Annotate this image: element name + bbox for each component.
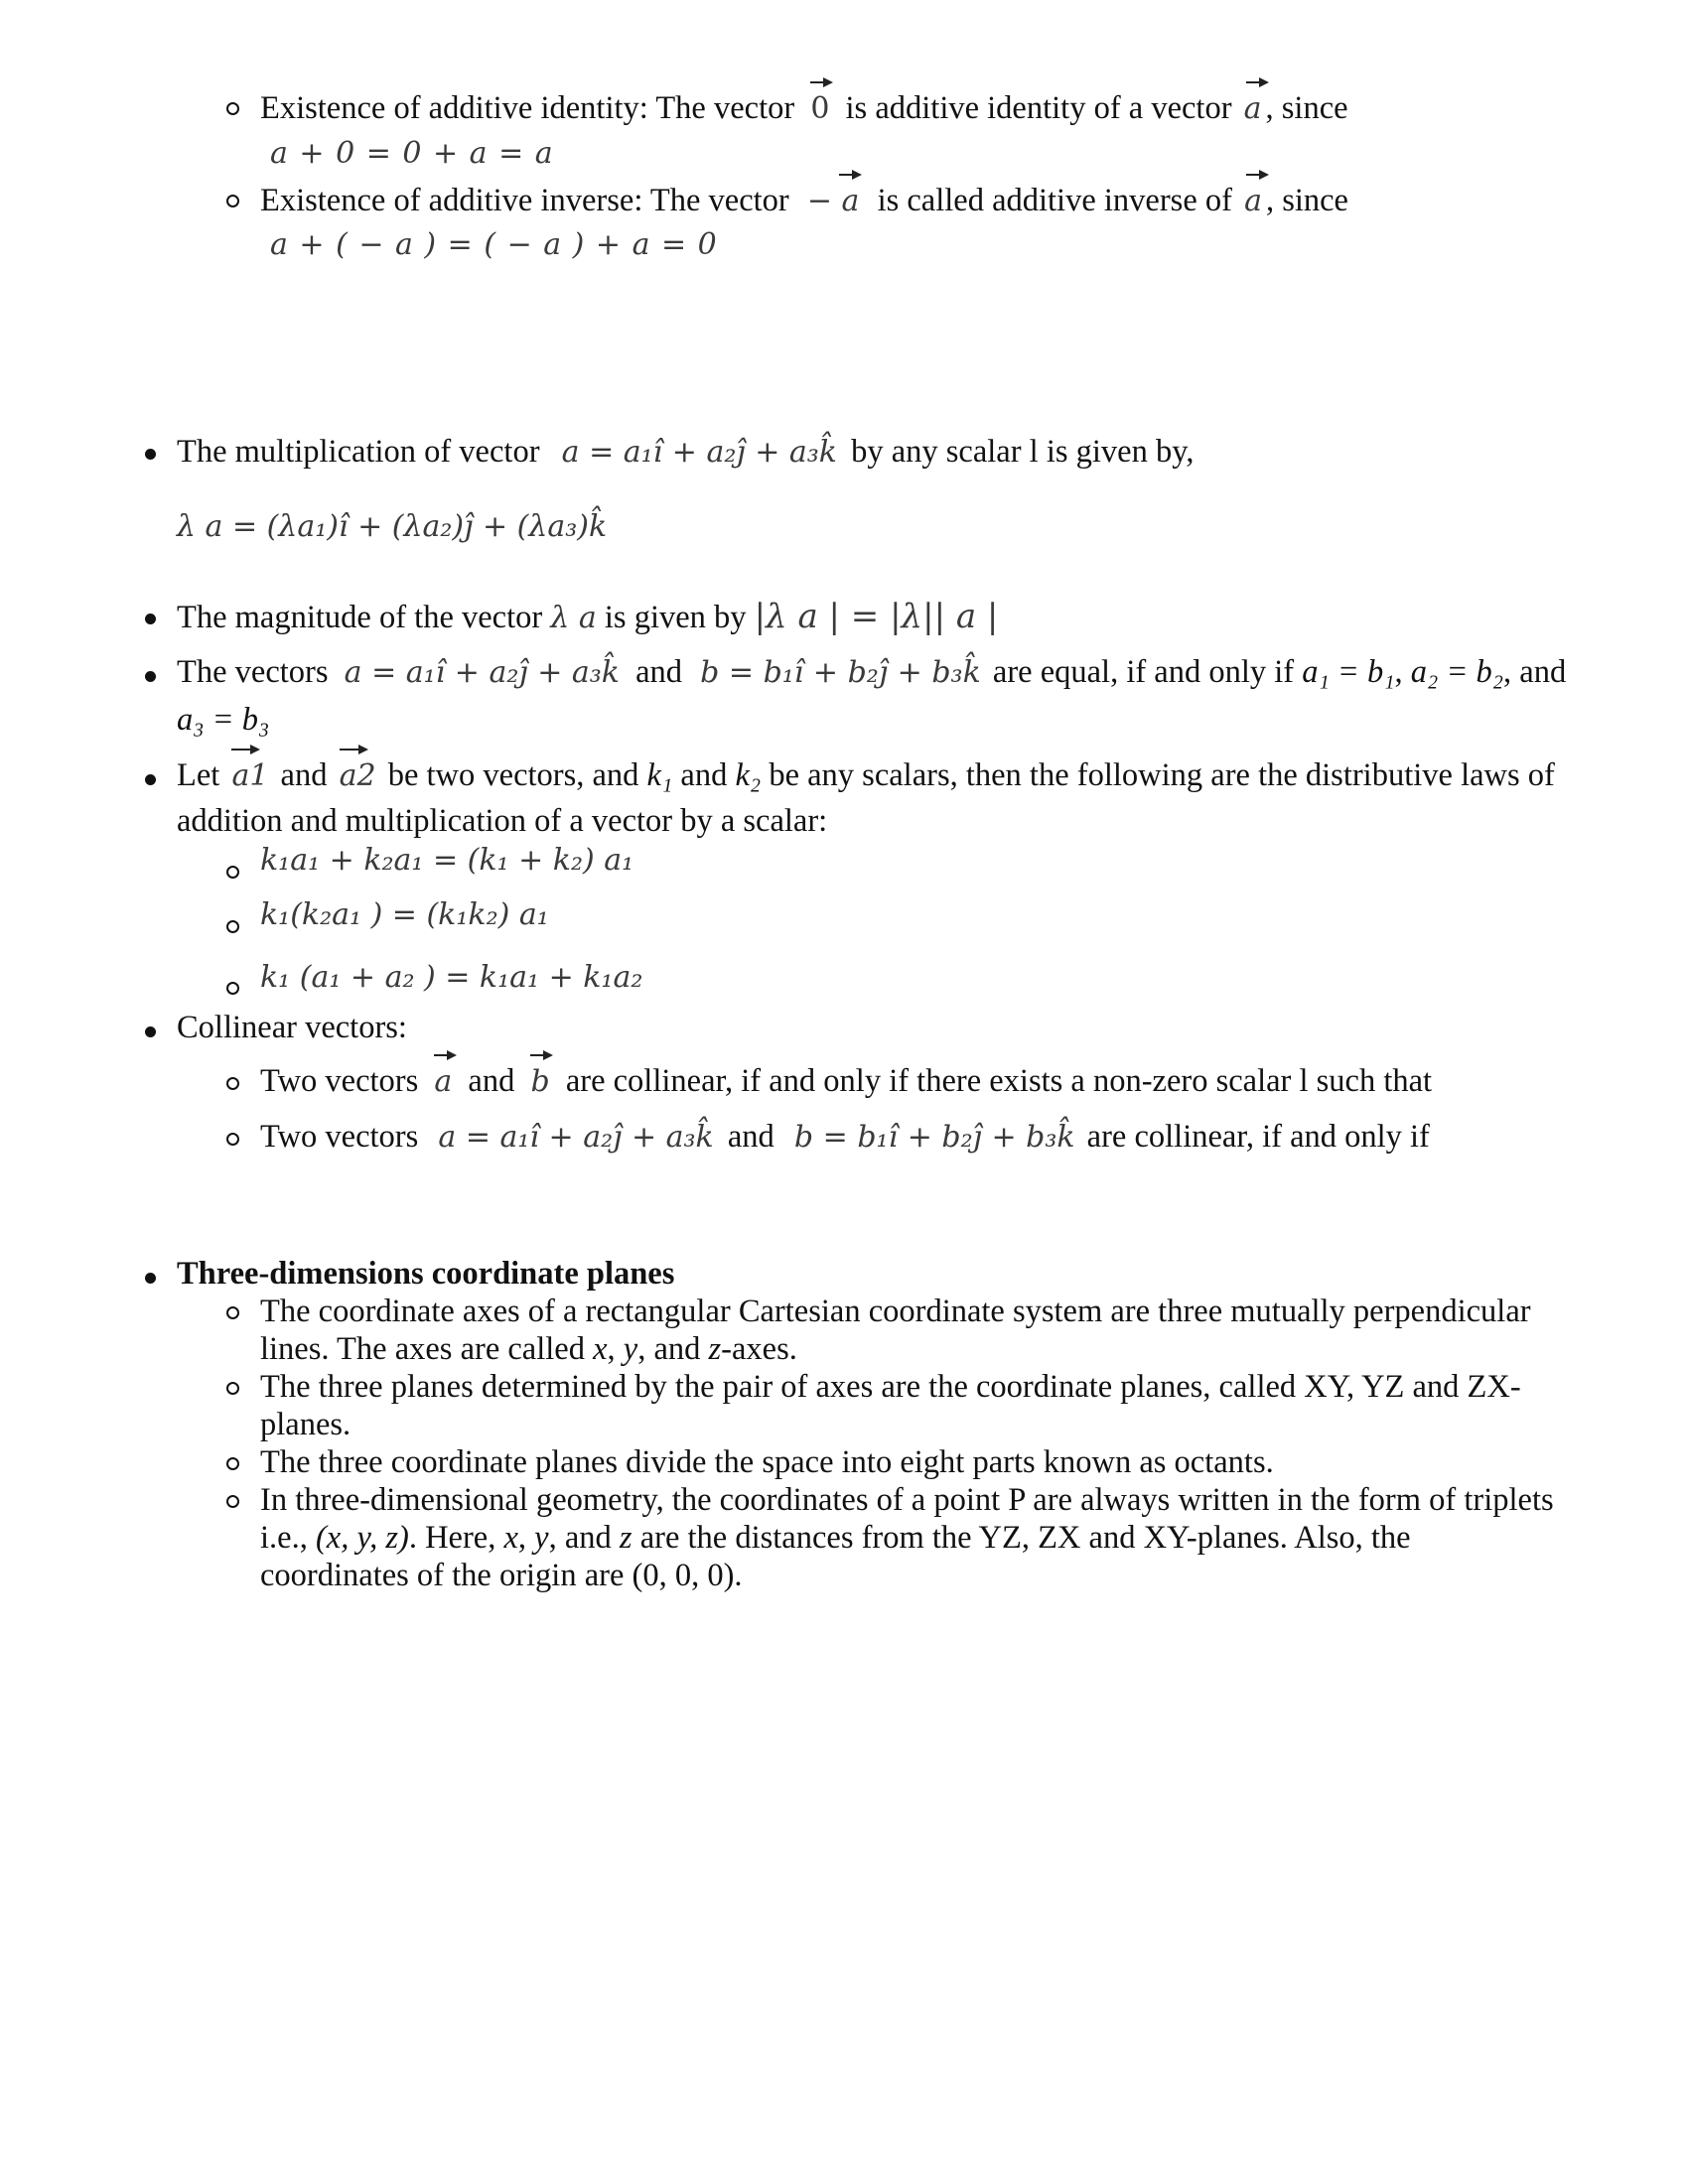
text: are collinear, if and only if there exists a non-zero scalar l such that <box>565 1063 1433 1099</box>
scalar-k2: k₂ <box>735 757 762 793</box>
text: -axes. <box>721 1331 797 1367</box>
distributive-law-1: k₁a₁ + k₂a₁ = (k₁ + k₂) a₁ <box>260 843 634 878</box>
neg-vector-a: − a <box>807 184 860 218</box>
condition: a₁ = b₁ <box>1302 654 1395 690</box>
condition: a₂ = b₂ <box>1410 654 1504 690</box>
axis-z: z <box>708 1331 722 1367</box>
vector-a2: a2 <box>339 758 376 793</box>
magnitude-line <box>177 599 998 636</box>
bullet-sub <box>226 1457 239 1470</box>
three-d-list <box>260 1293 1611 1594</box>
bullet-sub <box>226 866 239 879</box>
text: are the distances from the YZ, ZX and XY-planes. Also, the <box>639 1520 1411 1556</box>
text: and <box>468 1063 515 1099</box>
text: planes. <box>260 1407 352 1442</box>
vector-b: b <box>530 1064 550 1099</box>
text: Let <box>177 757 220 793</box>
collinear-line-1 <box>260 1064 1432 1100</box>
triplet: (x, y, z) <box>315 1520 409 1556</box>
list-item <box>260 1481 1611 1594</box>
text: be any scalars, then the following are the distributive laws of <box>769 757 1555 793</box>
condition: a₃ = b₃ <box>177 702 270 738</box>
bullet <box>145 671 156 682</box>
vector-a-components: a = a₁î + a₂ĵ + a₃k̂ <box>344 655 620 690</box>
three-d-heading: Three-dimensions coordinate planes <box>177 1256 675 1292</box>
bullet-sub <box>226 920 239 933</box>
additive-identity-line <box>260 91 1348 127</box>
zero-vector: 0 <box>810 91 829 126</box>
text: , and <box>637 1331 701 1367</box>
bullet <box>145 774 156 785</box>
text: The three planes determined by the pair of axes are the coordinate planes, called XY, YZ and ZX- <box>260 1369 1521 1405</box>
vector-b-components: b = b₁î + b₂ĵ + b₃k̂ <box>793 1120 1075 1155</box>
text: and <box>727 1119 774 1155</box>
text: and <box>635 654 683 690</box>
text: Two vectors <box>260 1063 419 1099</box>
additive-inverse-line <box>260 184 1348 219</box>
bullet <box>145 614 156 624</box>
text: The magnitude of the vector <box>177 600 543 635</box>
lambda-a: λ a <box>550 601 597 635</box>
axis-x: x <box>503 1520 518 1556</box>
vector-a: a <box>1244 91 1262 126</box>
text: is given by <box>604 600 747 635</box>
text: lines. The axes are called <box>260 1331 585 1367</box>
text: is called additive inverse of <box>877 183 1232 218</box>
bullet-sub <box>226 102 239 115</box>
equal-vectors-line: The vectors a = a₁î + a₂ĵ + a₃k̂ and b = b₁î + b₂ĵ + b₃k̂ are equal, if and only if a₁ = b₁, a₂ = b₂, and <box>177 654 1567 690</box>
bullet-sub <box>226 1306 239 1319</box>
text: are equal, if and only if <box>992 654 1295 690</box>
distributive-line-2: addition and multiplication of a vector by a scalar: <box>177 803 828 839</box>
bullet <box>145 1026 156 1037</box>
vector-b <box>530 1064 549 1099</box>
text: i.e., <box>260 1520 308 1556</box>
bullet-sub <box>226 1077 239 1090</box>
text: and <box>680 757 728 793</box>
text: , since <box>1265 183 1348 218</box>
text: , and <box>1503 654 1567 690</box>
vector-a2 <box>340 758 376 793</box>
text: The three coordinate planes divide the space into eight parts known as octants. <box>260 1444 1274 1480</box>
list-item <box>260 1293 1611 1368</box>
text: be two vectors, and <box>387 757 639 793</box>
scalar-mult-line <box>177 435 1194 471</box>
text: , since <box>1265 90 1348 126</box>
vector-a: a <box>434 1064 453 1099</box>
bullet-sub <box>226 195 239 207</box>
text: by any scalar l is given by, <box>851 434 1195 470</box>
distributive-law-3: k₁ (a₁ + a₂ ) = k₁a₁ + k₁a₂ <box>260 960 643 995</box>
text: coordinates of the origin are (0, 0, 0). <box>260 1558 743 1593</box>
text: Existence of additive identity: The vector <box>260 90 795 126</box>
additive-inverse-equation: a + ( − a ) = ( − a ) + a = 0 <box>270 227 718 262</box>
vector-a1: a1 <box>231 758 269 793</box>
bullet-sub <box>226 1382 239 1395</box>
scalar-k1: k₁ <box>646 757 673 793</box>
vector-a-components: a = a₁î + a₂ĵ + a₃k̂ <box>438 1120 714 1155</box>
bullet-sub <box>226 1495 239 1508</box>
list-item <box>260 1443 1611 1481</box>
additive-identity-equation: a + 0 = 0 + a = a <box>270 136 554 171</box>
bullet-sub <box>226 1133 239 1146</box>
scalar-mult-equation: λ a = (λa₁)î + (λa₂)ĵ + (λa₃)k̂ <box>177 509 608 544</box>
text: . Here, <box>408 1520 496 1556</box>
text: The vectors <box>177 654 329 690</box>
magnitude-equation: |λ a | = |λ|| a | <box>754 597 999 636</box>
vector-a <box>434 1064 452 1099</box>
vector-a-components: a = a₁î + a₂ĵ + a₃k̂ <box>561 435 837 470</box>
text: are collinear, if and only if <box>1086 1119 1430 1155</box>
collinear-heading: Collinear vectors: <box>177 1010 407 1045</box>
bullet <box>145 449 156 460</box>
text-line: i.e., (x, y, z). Here, x, y, and z are the distances from the YZ, ZX and XY-planes. Also, the <box>260 1520 1411 1556</box>
vector-a: a <box>1244 184 1262 218</box>
collinear-line-2 <box>260 1120 1430 1156</box>
text: The coordinate axes of a rectangular Cartesian coordinate system are three mutually perpendicular <box>260 1294 1531 1329</box>
bullet-sub <box>226 982 239 995</box>
text-line: lines. The axes are called x, y, and z-axes. <box>260 1331 797 1367</box>
axis-x: x <box>593 1331 608 1367</box>
text: , and <box>548 1520 612 1556</box>
axis-z: z <box>619 1520 633 1556</box>
text: In three-dimensional geometry, the coordinates of a point P are always written in the form of triplets <box>260 1482 1554 1518</box>
distributive-law-2: k₁(k₂a₁ ) = (k₁k₂) a₁ <box>260 897 549 932</box>
text: Existence of additive inverse: The vector <box>260 183 789 218</box>
list-item <box>260 1368 1611 1443</box>
bullet <box>145 1273 156 1284</box>
text: is additive identity of a vector <box>845 90 1232 126</box>
vector-a1 <box>231 758 268 793</box>
axis-y: y <box>534 1520 549 1556</box>
text: The multiplication of vector <box>177 434 540 470</box>
axis-y: y <box>623 1331 638 1367</box>
distributive-line <box>177 758 1555 794</box>
text: Two vectors <box>260 1119 419 1155</box>
vector-b-components: b = b₁î + b₂ĵ + b₃k̂ <box>700 655 981 690</box>
text: and <box>280 757 328 793</box>
